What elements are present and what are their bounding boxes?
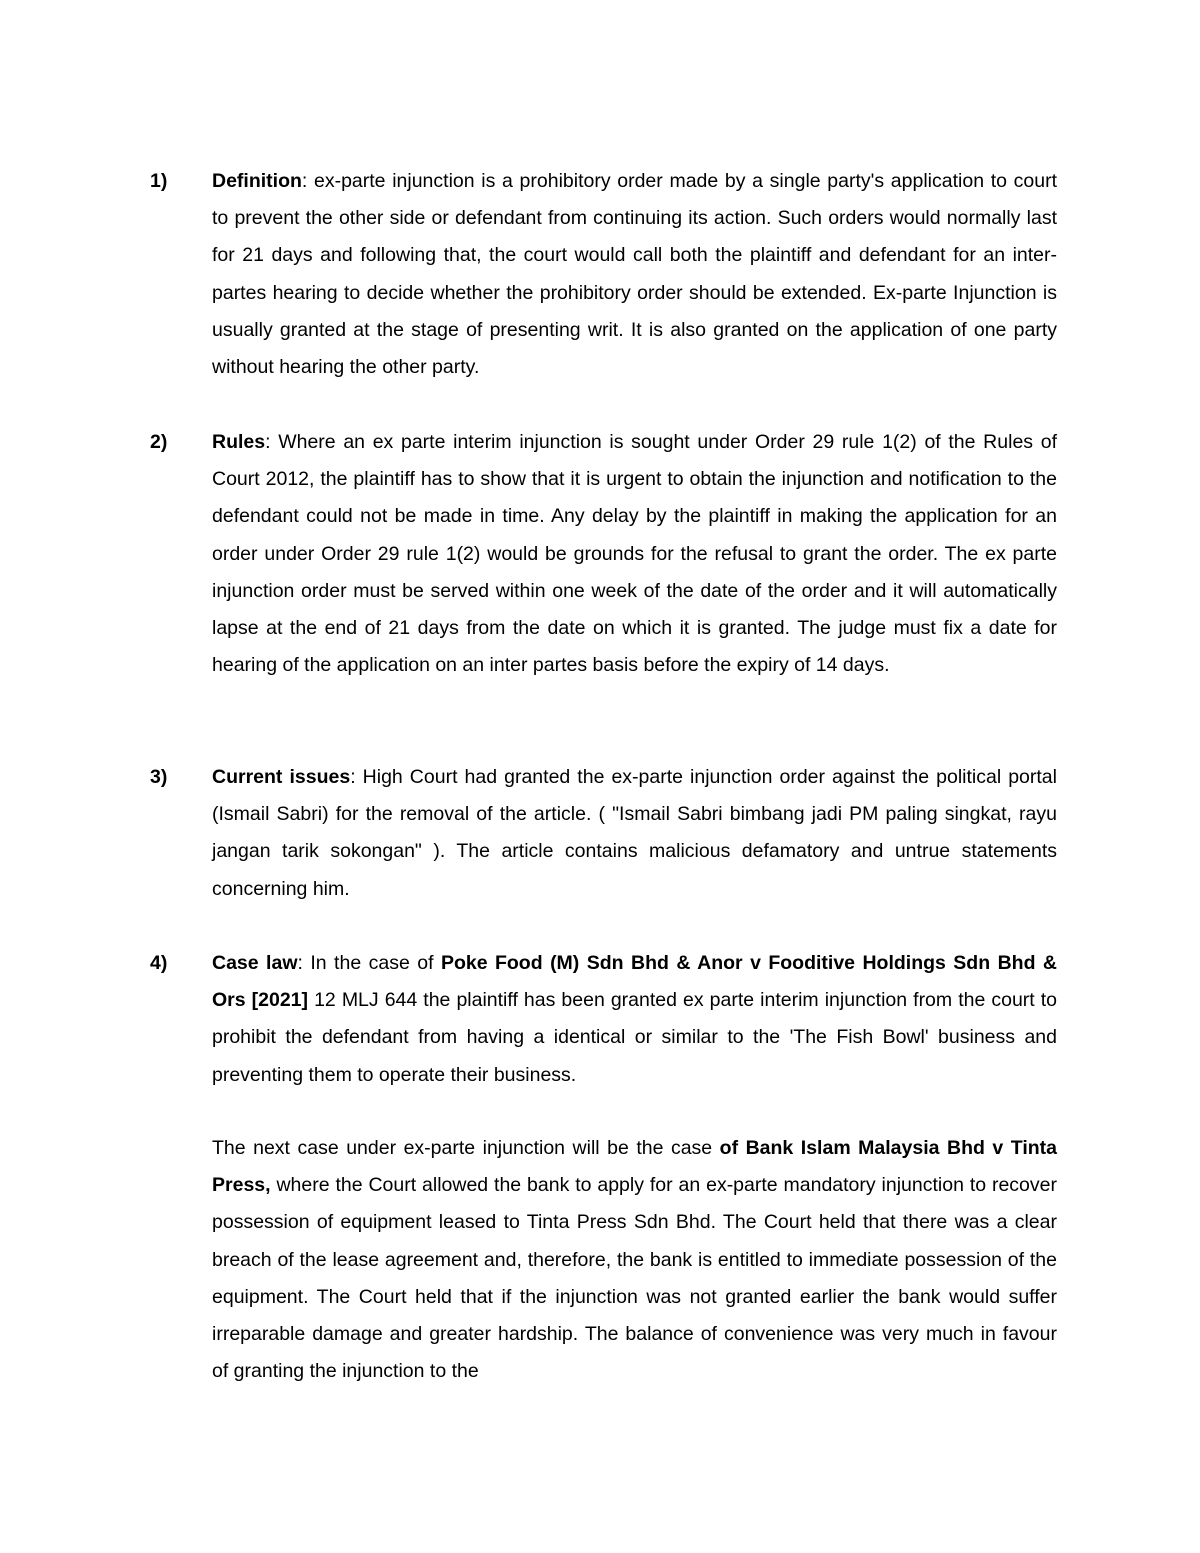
current-issues-paragraph xyxy=(212,759,1057,908)
list-item-definition xyxy=(150,163,1070,386)
case-law-paragraph xyxy=(212,945,1057,1094)
rules-label: Rules xyxy=(212,431,266,453)
case-law-text-1: : In the case of xyxy=(297,952,441,974)
current-issues-label: Current issues xyxy=(212,766,351,788)
continuation-text-2: where the Court allowed the bank to apply for an ex-parte mandatory injunction to recover possession of equipment leased to Tinta Press Sdn Bhd. The Court held that there was a clear breach of the lease agreement and, therefore, the bank is entitled to immediate possession of the equipment. The Court held that if the injunction was not granted earlier the bank would suffer irreparable damage and greater hardship. The balance of convenience was very much in favour of granting the injunction to the xyxy=(212,1174,1057,1383)
item-number: 3) xyxy=(150,766,168,788)
item-number: 2) xyxy=(150,431,168,453)
definition-text: : ex-parte injunction is a prohibitory order made by a single party's application to court to prevent the other side or defendant from continuing its action. Such orders would normally last for 21 days and following that, the court would call both the plaintiff and defendant for an inter-partes hearing to decide whether the prohibitory order should be extended. Ex-parte Injunction is usually granted at the stage of presenting writ. It is also granted on the application of one party without hearing the other party. xyxy=(212,170,1057,379)
case-law-text-2: 12 MLJ 644 the plaintiff has been granted ex parte interim injunction from the court to prohibit the defendant from having a identical or similar to the 'The Fish Bowl' business and preventing them to operate their business. xyxy=(212,989,1058,1086)
continuation-case-name: of Bank Islam Malaysia Bhd v Tinta Press, xyxy=(212,1137,1057,1197)
list-item-rules xyxy=(150,424,1070,684)
case-law-label: Case law xyxy=(212,952,298,974)
item-number: 4) xyxy=(150,952,168,974)
list-item-current-issues xyxy=(150,759,1070,908)
item-number: 1) xyxy=(150,170,168,192)
list-item-case-law xyxy=(150,945,1070,1094)
continuation-paragraph xyxy=(212,1130,1057,1390)
rules-paragraph xyxy=(212,424,1057,684)
definition-label: Definition xyxy=(212,170,302,192)
continuation-block xyxy=(150,1130,1070,1390)
case-name: Poke Food (M) Sdn Bhd & Anor v Fooditive Holdings Sdn Bhd & Ors [2021] xyxy=(212,952,1057,1012)
rules-text: : Where an ex parte interim injunction is sought under Order 29 rule 1(2) of the Rules of Court 2012, the plaintiff has to show that it is urgent to obtain the injunction and notification to the defendant could not be made in time. Any delay by the plaintiff in making the application for an order under Order 29 rule 1(2) would be grounds for the refusal to grant the order. The ex parte injunction order must be served within one week of the date of the order and it will automatically lapse at the end of 21 days from the date on which it is granted. The judge must fix a date for hearing of the application on an inter partes basis before the expiry of 14 days. xyxy=(212,431,1057,677)
current-issues-text: : High Court had granted the ex-parte injunction order against the political portal (Ismail Sabri) for the removal of the article. ( "Ismail Sabri bimbang jadi PM paling singkat, rayu jangan tarik sokongan" ). The article contains malicious defamatory and untrue statements concerning him. xyxy=(212,766,1057,900)
definition-paragraph xyxy=(212,163,1057,386)
continuation-text-1: The next case under ex-parte injunction will be the case xyxy=(212,1137,720,1159)
